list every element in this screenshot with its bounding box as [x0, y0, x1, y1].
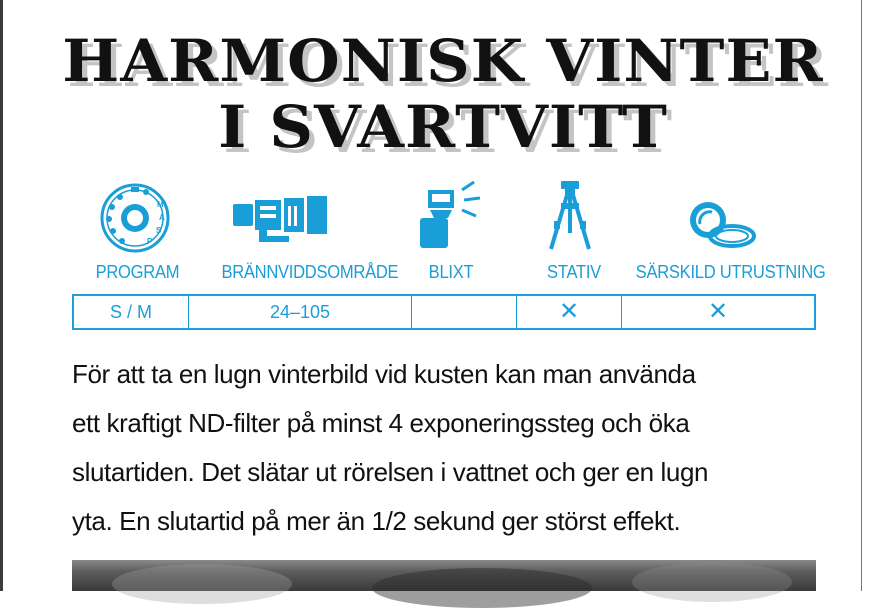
flash-icon: [416, 180, 496, 250]
svg-text:S: S: [156, 226, 162, 235]
value-program: S / M: [74, 296, 189, 328]
label-program: PROGRAM: [95, 262, 180, 282]
label-tripod: STATIV: [547, 262, 601, 282]
svg-text:P: P: [147, 237, 153, 246]
headline-line-1: HARMONISK VINTER: [62, 27, 824, 95]
label-special-equipment: SÄRSKILD UTRUSTNING: [635, 262, 826, 282]
svg-text:M: M: [157, 200, 164, 209]
mode-dial-icon: [100, 183, 170, 253]
body-line: För att ta en lugn vinterbild vid kusten kan man använda: [72, 359, 696, 389]
label-focal-range: BRÄNNVIDDSOMRÅDE: [221, 262, 399, 282]
body-paragraph: [72, 350, 792, 546]
value-flash: [412, 296, 517, 328]
body-line: yta. En slutartid på mer än 1/2 sekund ger störst effekt.: [72, 506, 681, 536]
tripod-icon: [545, 181, 595, 251]
zoom-lens-icon: [233, 196, 328, 248]
equipment-table: [72, 294, 816, 330]
body-line: ett kraftigt ND-filter på minst 4 exponeringssteg och öka: [72, 408, 690, 438]
value-special-cross-icon: ✕: [707, 298, 729, 325]
body-line: slutartiden. Det slätar ut rörelsen i vattnet och ger en lugn: [72, 457, 709, 487]
svg-text:A: A: [159, 213, 165, 222]
winter-photo: [72, 560, 816, 591]
filter-icon: [688, 200, 758, 252]
headline-line-2: I SVARTVITT: [218, 93, 668, 161]
value-focal-range: 24–105: [189, 296, 412, 328]
value-tripod-cross-icon: ✕: [517, 296, 622, 328]
label-flash: BLIXT: [428, 262, 474, 282]
